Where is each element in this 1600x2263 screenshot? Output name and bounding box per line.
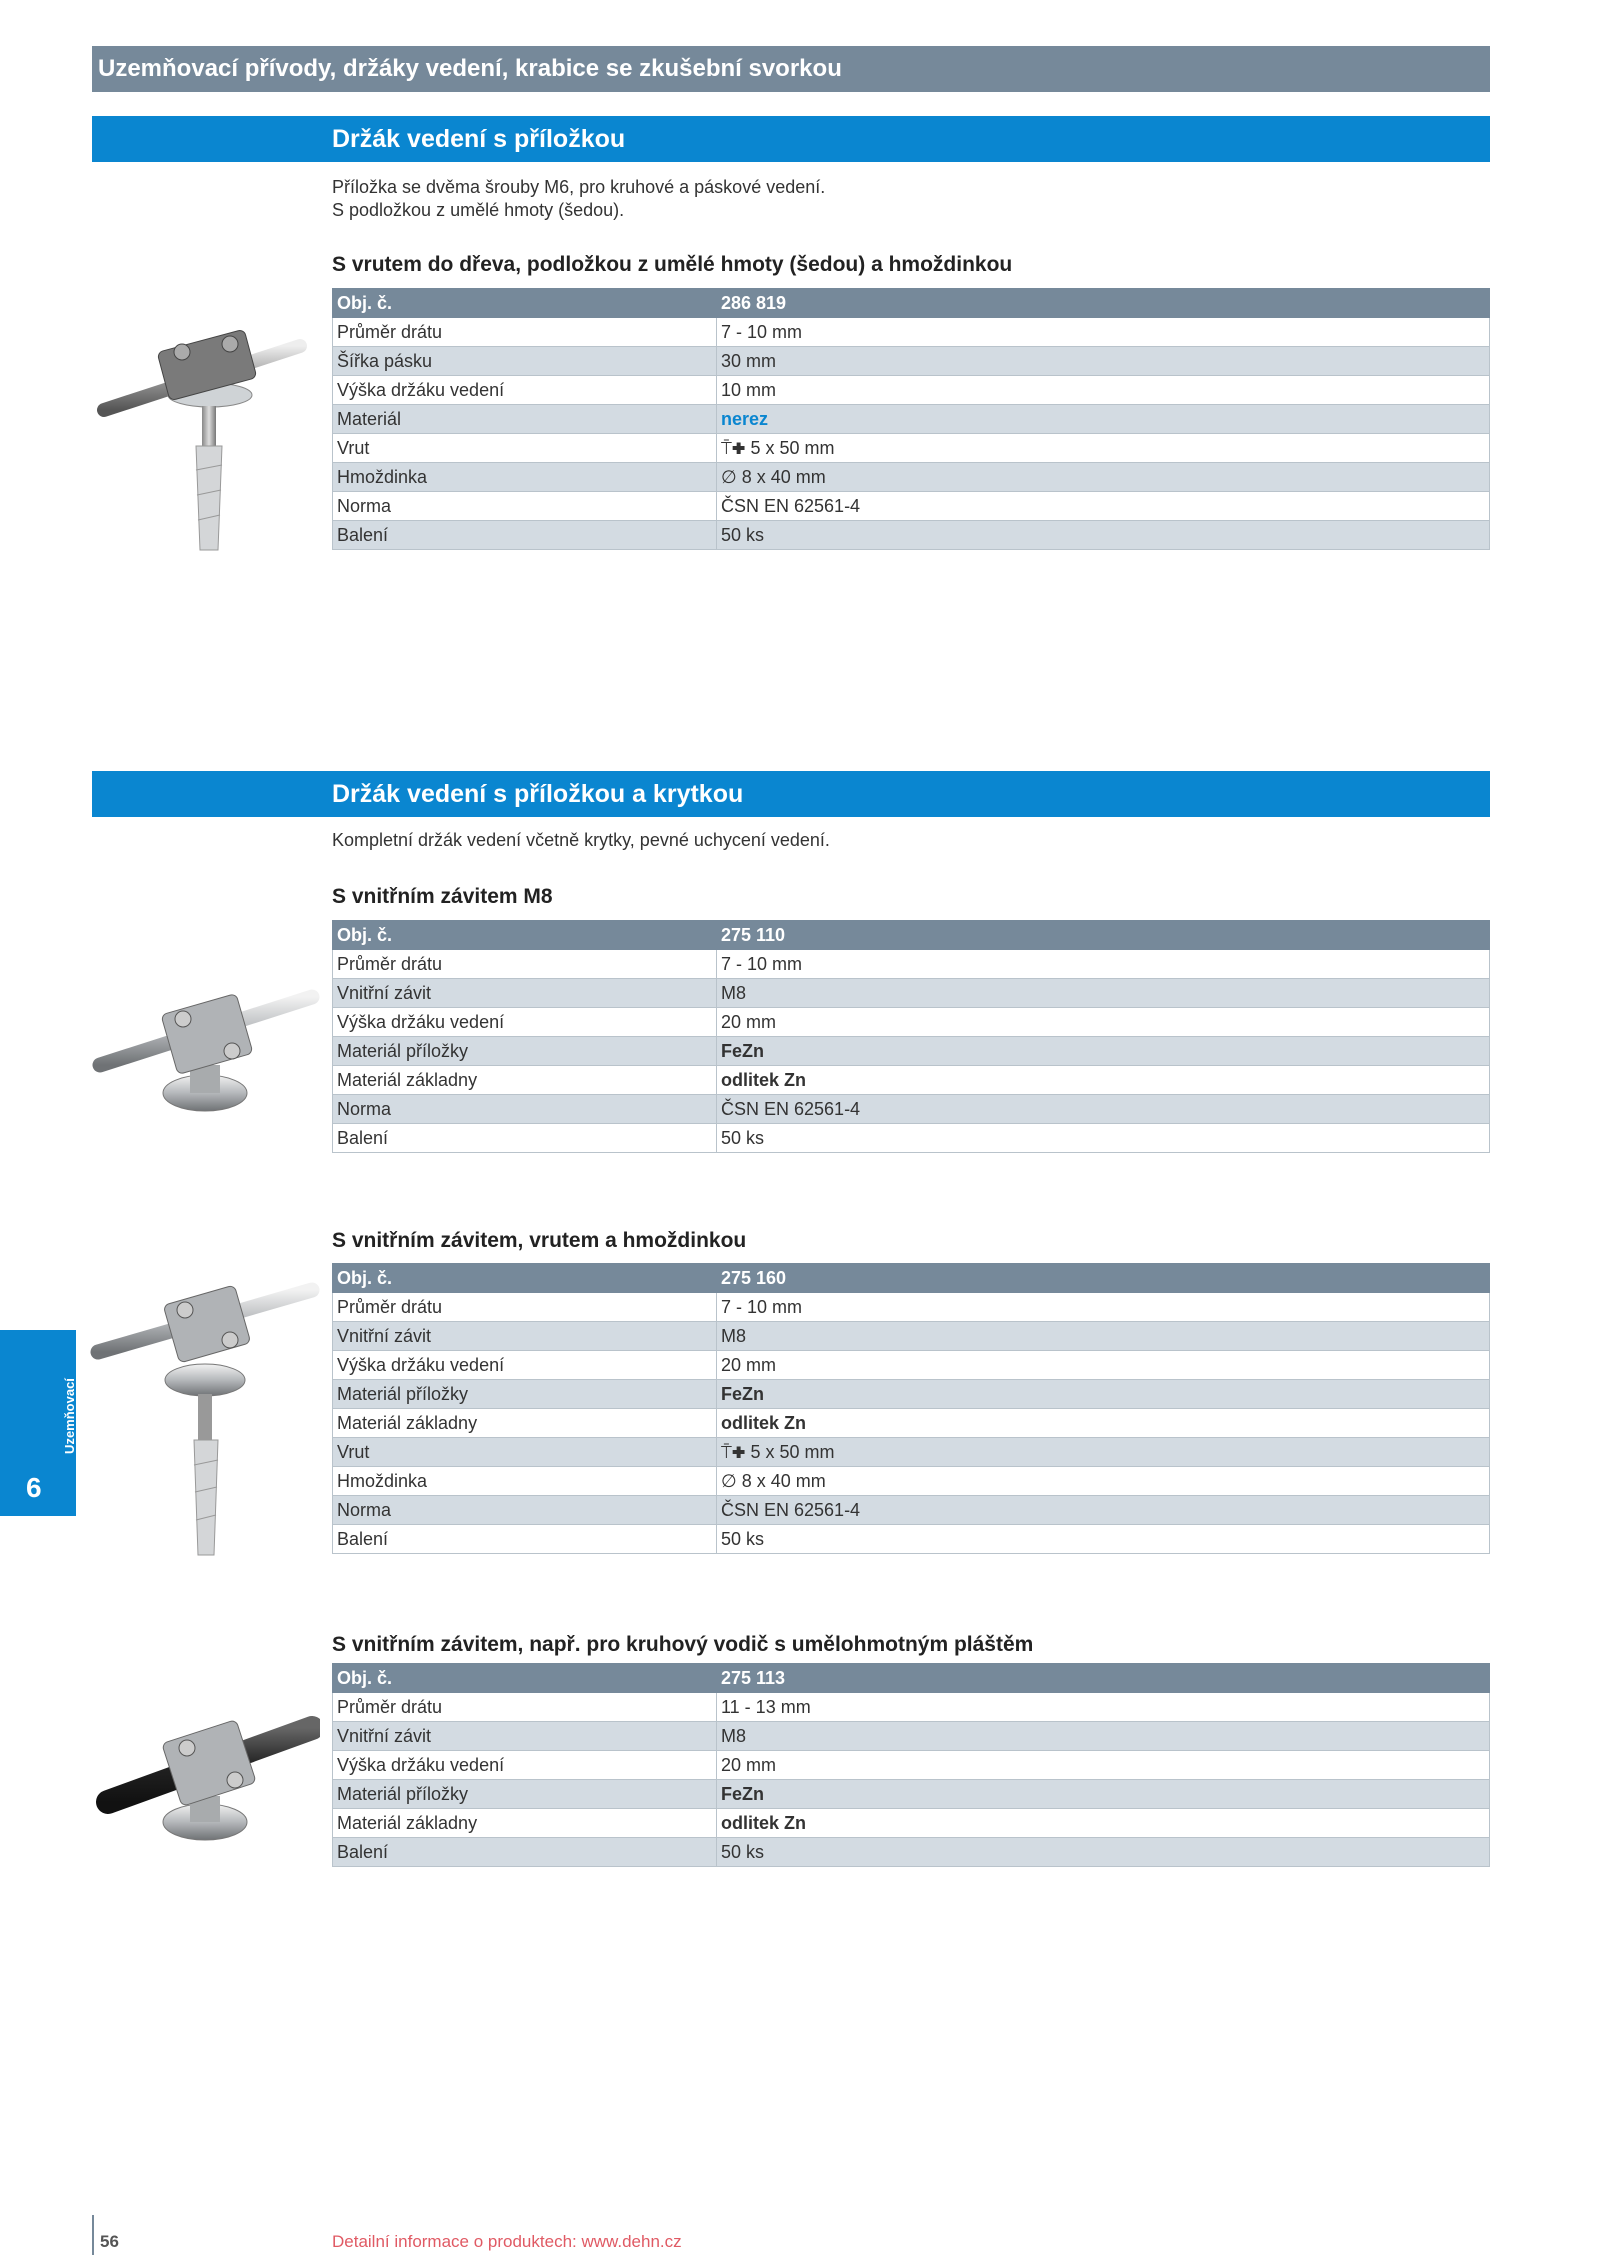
section-header-1 [92, 116, 1490, 162]
table-row [333, 1838, 1490, 1867]
table-cell: M8 [717, 1322, 1490, 1351]
chapter-tab-line: přívody [77, 1392, 93, 1440]
table-row [333, 1722, 1490, 1751]
conductor-holder-wood-screw-image [90, 300, 320, 560]
spec-table-275110 [332, 920, 1490, 1153]
table-cell: FeZn [717, 1037, 1490, 1066]
table-cell [717, 434, 1490, 463]
table-cell [717, 463, 1490, 492]
dowel-size: 8 x 40 mm [741, 1470, 826, 1491]
table-cell: Vrut [333, 434, 717, 463]
table-cell: Šířka pásku [333, 347, 717, 376]
table-cell: Hmoždinka [333, 1467, 717, 1496]
screw-size: 5 x 50 mm [750, 1441, 835, 1462]
screw-size: 5 x 50 mm [750, 437, 835, 458]
table-cell: Obj. č. [333, 1664, 717, 1693]
table-row [333, 521, 1490, 550]
product-subtitle: S vnitřním závitem M8 [332, 885, 553, 908]
product-subtitle: S vnitřním závitem, vrutem a hmoždinkou [332, 1229, 747, 1252]
footer-link[interactable]: Detailní informace o produktech: www.dehn.cz [332, 2232, 682, 2251]
spec-table-286819 [332, 288, 1490, 550]
table-cell: Obj. č. [333, 921, 717, 950]
table-row [333, 347, 1490, 376]
table-cell: 7 - 10 mm [717, 950, 1490, 979]
table-row [333, 979, 1490, 1008]
table-cell: Průměr drátu [333, 1693, 717, 1722]
table-cell: Průměr drátu [333, 1293, 717, 1322]
section-description-1 [332, 176, 825, 222]
table-header-row [333, 1264, 1490, 1293]
chapter-tab-label [62, 1378, 94, 1454]
table-row [333, 376, 1490, 405]
table-row [333, 1751, 1490, 1780]
table-row [333, 434, 1490, 463]
description-line: S podložkou z umělé hmoty (šedou). [332, 200, 625, 220]
table-cell: 20 mm [717, 1008, 1490, 1037]
table-row [333, 463, 1490, 492]
table-row [333, 1322, 1490, 1351]
material-value: nerez [717, 405, 1490, 434]
table-cell: 50 ks [717, 1525, 1490, 1554]
table-cell: Výška držáku vedení [333, 1351, 717, 1380]
table-cell: Materiál příložky [333, 1380, 717, 1409]
table-cell: odlitek Zn [717, 1066, 1490, 1095]
table-cell [717, 1467, 1490, 1496]
table-cell: 7 - 10 mm [717, 1293, 1490, 1322]
table-cell: 30 mm [717, 347, 1490, 376]
page-number: 56 [100, 2232, 119, 2251]
table-cell: Materiál [333, 405, 717, 434]
table-cell: Výška držáku vedení [333, 1008, 717, 1037]
conductor-holder-plastic-sheath-image [90, 1700, 320, 1860]
table-header-row [333, 1664, 1490, 1693]
table-row [333, 1693, 1490, 1722]
table-cell: 20 mm [717, 1351, 1490, 1380]
table-cell: Materiál příložky [333, 1037, 717, 1066]
table-row [333, 1008, 1490, 1037]
product-subtitle: S vrutem do dřeva, podložkou z umělé hmoty (šedou) a hmoždinkou [332, 253, 1013, 276]
footer-divider [92, 2215, 94, 2255]
table-cell: Průměr drátu [333, 950, 717, 979]
table-cell: FeZn [717, 1780, 1490, 1809]
table-row [333, 1351, 1490, 1380]
screw-head-icon: ⍑✚ [721, 1441, 751, 1462]
table-row [333, 1380, 1490, 1409]
section-title-2: Držák vedení s příložkou a krytkou [332, 780, 744, 808]
table-cell: Balení [333, 1525, 717, 1554]
table-cell: odlitek Zn [717, 1409, 1490, 1438]
table-cell: Norma [333, 1095, 717, 1124]
article-number: 275 110 [717, 921, 1490, 950]
table-cell: Průměr drátu [333, 318, 717, 347]
dowel-size: 8 x 40 mm [741, 466, 826, 487]
table-cell: M8 [717, 979, 1490, 1008]
table-row [333, 1066, 1490, 1095]
article-number: 275 160 [717, 1264, 1490, 1293]
table-cell: Norma [333, 492, 717, 521]
table-row [333, 1780, 1490, 1809]
table-cell: FeZn [717, 1380, 1490, 1409]
table-cell: 20 mm [717, 1751, 1490, 1780]
table-cell: Hmoždinka [333, 463, 717, 492]
chapter-header [92, 46, 1490, 92]
table-row [333, 1467, 1490, 1496]
table-cell: Vnitřní závit [333, 1322, 717, 1351]
table-cell: ČSN EN 62561-4 [717, 492, 1490, 521]
table-cell: Balení [333, 1838, 717, 1867]
table-row [333, 1809, 1490, 1838]
table-cell: Materiál základny [333, 1409, 717, 1438]
chapter-number: 6 [26, 1472, 42, 1503]
table-header-row [333, 289, 1490, 318]
table-row [333, 492, 1490, 521]
table-cell: odlitek Zn [717, 1809, 1490, 1838]
article-number: 286 819 [717, 289, 1490, 318]
table-cell: 50 ks [717, 1124, 1490, 1153]
table-row [333, 1095, 1490, 1124]
table-cell: Výška držáku vedení [333, 1751, 717, 1780]
diameter-icon: ∅ [721, 1470, 742, 1491]
table-cell: 11 - 13 mm [717, 1693, 1490, 1722]
section-header-2 [92, 771, 1490, 817]
table-cell: 50 ks [717, 521, 1490, 550]
table-cell: Obj. č. [333, 1264, 717, 1293]
spec-table-275160 [332, 1263, 1490, 1554]
table-row [333, 1124, 1490, 1153]
screw-head-icon: ⍑✚ [721, 437, 751, 458]
table-cell: Materiál základny [333, 1809, 717, 1838]
table-header-row [333, 921, 1490, 950]
table-cell: Vnitřní závit [333, 979, 717, 1008]
table-row [333, 1037, 1490, 1066]
table-row [333, 405, 1490, 434]
table-cell: Materiál základny [333, 1066, 717, 1095]
table-row [333, 1525, 1490, 1554]
table-row [333, 1438, 1490, 1467]
table-cell: 7 - 10 mm [717, 318, 1490, 347]
description-line: Příložka se dvěma šrouby M6, pro kruhové a páskové vedení. [332, 177, 826, 197]
table-cell: Vnitřní závit [333, 1722, 717, 1751]
table-cell [717, 1438, 1490, 1467]
table-cell: Balení [333, 521, 717, 550]
table-cell: Výška držáku vedení [333, 376, 717, 405]
table-cell: 10 mm [717, 376, 1490, 405]
table-cell: Balení [333, 1124, 717, 1153]
table-row [333, 1293, 1490, 1322]
table-row [333, 1409, 1490, 1438]
table-cell: M8 [717, 1722, 1490, 1751]
table-cell: Obj. č. [333, 289, 717, 318]
conductor-holder-screw-dowel-image [90, 1280, 320, 1565]
article-number: 275 113 [717, 1664, 1490, 1693]
table-cell: 50 ks [717, 1838, 1490, 1867]
table-row [333, 1496, 1490, 1525]
chapter-tab-line: Uzemňovací [61, 1378, 77, 1454]
chapter-title: Uzemňovací přívody, držáky vedení, krabice se zkušební svorkou [98, 55, 842, 82]
table-cell: ČSN EN 62561-4 [717, 1496, 1490, 1525]
table-cell: ČSN EN 62561-4 [717, 1095, 1490, 1124]
table-cell: Materiál příložky [333, 1780, 717, 1809]
table-row [333, 950, 1490, 979]
diameter-icon: ∅ [721, 466, 742, 487]
section-title-1: Držák vedení s příložkou [332, 125, 626, 153]
table-row [333, 318, 1490, 347]
table-cell: Vrut [333, 1438, 717, 1467]
product-subtitle: S vnitřním závitem, např. pro kruhový vodič s umělohmotným pláštěm [332, 1633, 1034, 1656]
chapter-side-tab[interactable] [0, 1330, 93, 1516]
section-description-2: Kompletní držák vedení včetně krytky, pevné uchycení vedení. [332, 830, 830, 850]
spec-table-275113 [332, 1663, 1490, 1867]
table-cell: Norma [333, 1496, 717, 1525]
conductor-holder-m8-image [90, 975, 320, 1125]
